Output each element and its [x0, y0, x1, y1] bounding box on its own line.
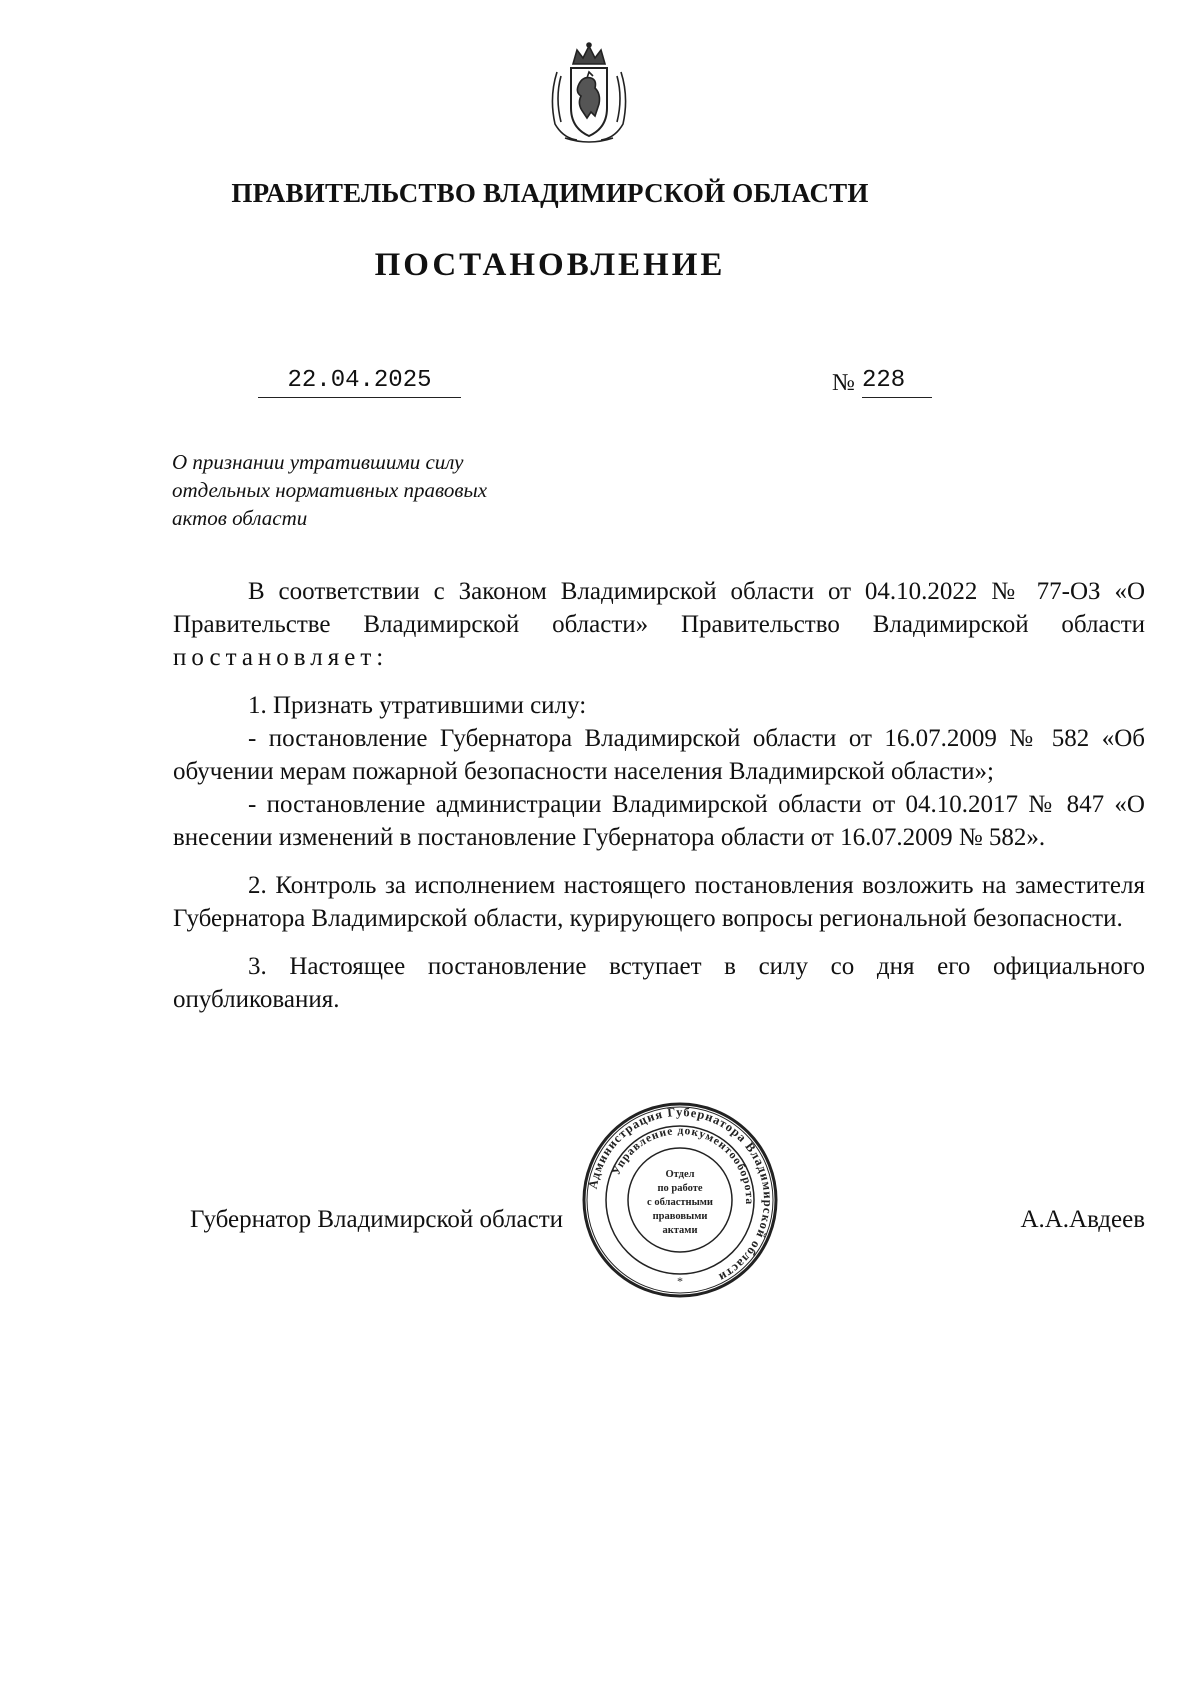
- organization-title: ПРАВИТЕЛЬСТВО ВЛАДИМИРСКОЙ ОБЛАСТИ: [231, 178, 869, 208]
- subject-line: О признании утратившими силу: [172, 450, 464, 474]
- stamp-center-line: с областными: [647, 1197, 713, 1208]
- document-date: 22.04.2025: [258, 367, 461, 398]
- subject-line: актов области: [172, 506, 308, 530]
- stamp-center-line: Отдел: [665, 1169, 695, 1180]
- stamp-outer-text: Администрация Губернатора Владимирской области: [585, 1104, 776, 1286]
- document-type-title: ПОСТАНОВЛЕНИЕ: [374, 247, 726, 283]
- document-number: 228: [862, 367, 932, 398]
- subject-line: отдельных нормативных правовых: [172, 478, 488, 502]
- coat-of-arms-icon: [543, 42, 635, 146]
- official-stamp: [580, 1100, 780, 1300]
- signer-position: Губернатор Владимирской области: [190, 1206, 564, 1233]
- star-icon: *: [677, 1274, 683, 1288]
- resolves-word: постановляет:: [173, 644, 389, 671]
- preamble-paragraph: [173, 575, 1145, 674]
- stamp-center-line: правовыми: [652, 1211, 708, 1222]
- stamp-center-line: актами: [662, 1225, 698, 1236]
- stamp-middle-text: Управление документооборота: [610, 1124, 756, 1206]
- item-2: 2. Контроль за исполнением настоящего постановления возложить на заместителя Губернатора Владимирской области, курирующего вопросы региональной безопасности.: [173, 872, 1145, 932]
- number-sign: №: [832, 370, 855, 396]
- signer-name: А.А.Авдеев: [1020, 1206, 1145, 1233]
- preamble-text: В соответствии с Законом Владимирской области от 04.10.2022 № 77-ОЗ «О Правительстве Владимирской области» Правительство Владимирской области: [173, 578, 1145, 638]
- item-1-a: - постановление Губернатора Владимирской области от 16.07.2009 № 582 «Об обучении мерам пожарной безопасности населения Владимирской области»;: [173, 725, 1145, 785]
- item-3: 3. Настоящее постановление вступает в силу со дня его официального опубликования.: [173, 953, 1145, 1013]
- stamp-center-line: по работе: [657, 1183, 703, 1194]
- item-1-title: 1. Признать утратившими силу:: [248, 692, 587, 719]
- document-body: [173, 575, 1145, 1016]
- item-1-b: - постановление администрации Владимирской области от 04.10.2017 № 847 «О внесении изменений в постановление Губернатора области от 16.07.2009 № 582».: [173, 791, 1145, 851]
- document-subject: [172, 448, 592, 532]
